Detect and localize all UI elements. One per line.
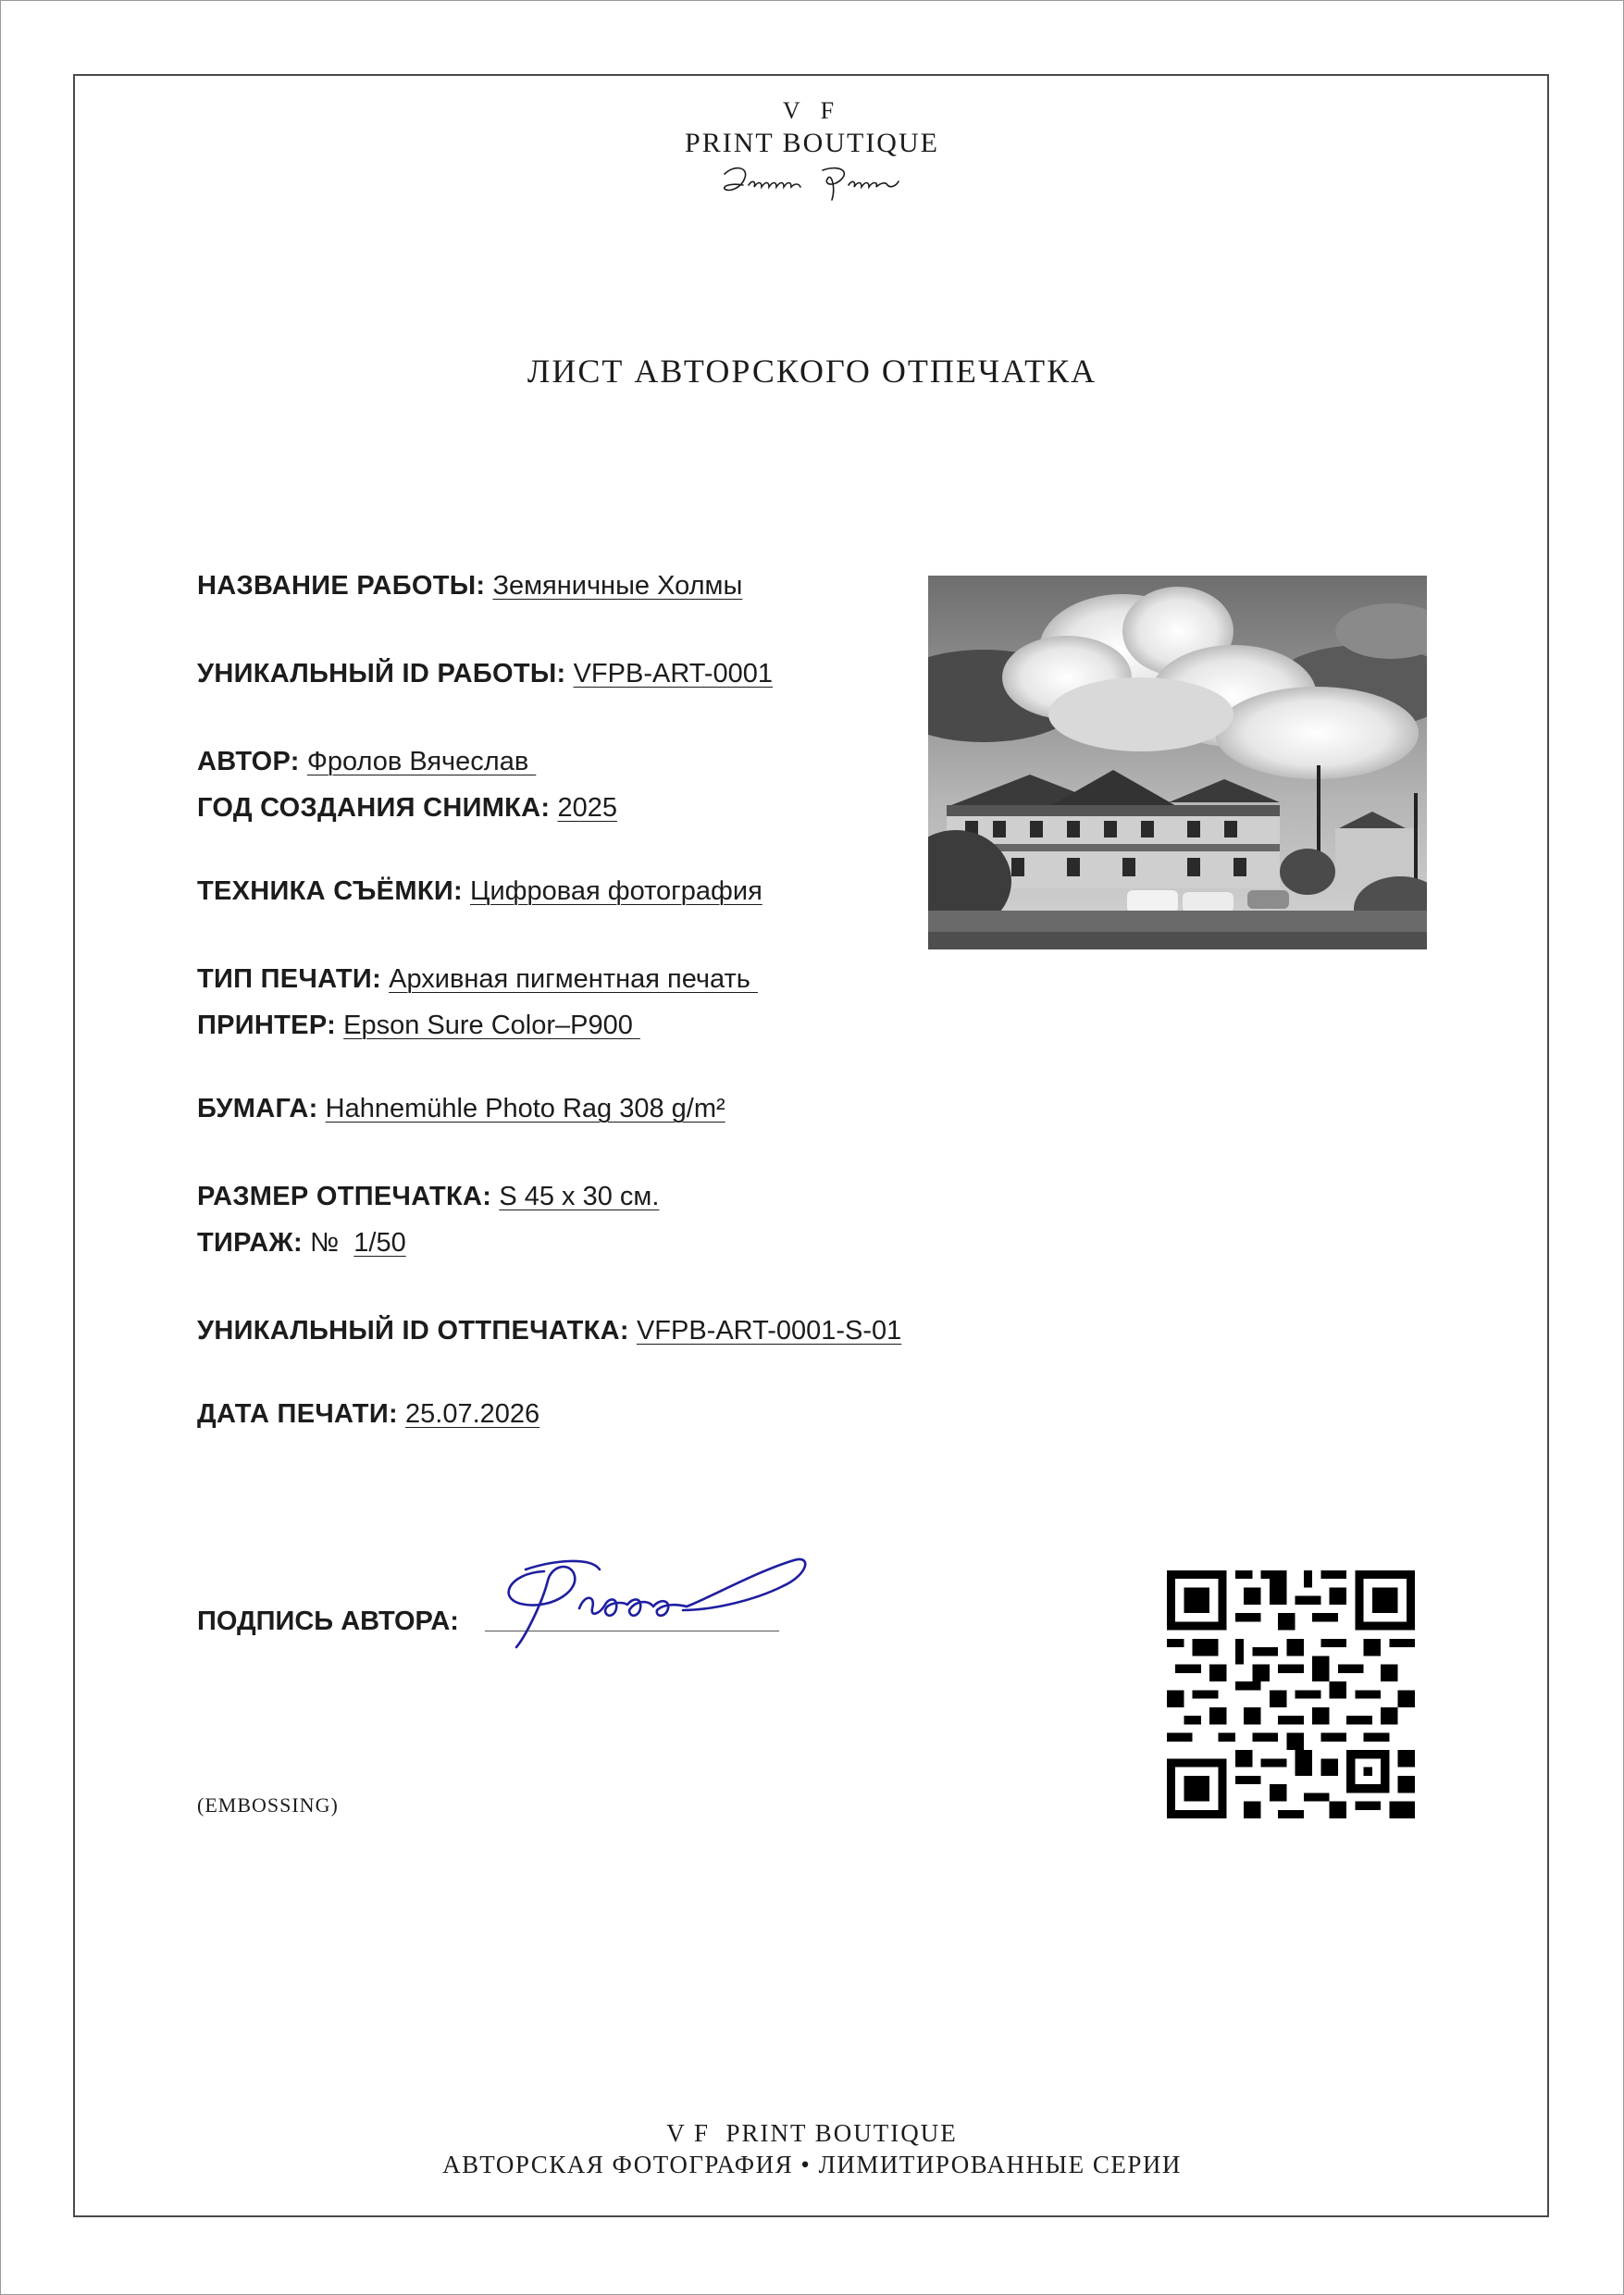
edition-number-sign: №	[310, 1228, 347, 1258]
field-print-id	[197, 1314, 901, 1347]
embossing-note: (EMBOSSING)	[197, 1793, 339, 1817]
qr-code-icon[interactable]	[1167, 1570, 1415, 1818]
author-signature-icon	[489, 1544, 822, 1655]
field-work-title	[197, 569, 742, 602]
field-paper	[197, 1092, 725, 1125]
field-edition	[197, 1226, 406, 1259]
certificate-frame	[73, 74, 1549, 2217]
field-value: Цифровая фотография	[470, 876, 762, 906]
field-label: АВТОР:	[197, 747, 300, 776]
logo-monogram: V F	[782, 97, 842, 124]
field-value: 1/50	[353, 1228, 406, 1258]
field-label: ТИП ПЕЧАТИ:	[197, 964, 382, 994]
field-label: ТЕХНИКА СЪЁМКИ:	[197, 876, 463, 906]
brand-logo	[0, 96, 1624, 205]
document-title: ЛИСТ АВТОРСКОГО ОТПЕЧАТКА	[527, 353, 1097, 390]
field-work-id	[197, 657, 773, 690]
field-technique	[197, 875, 762, 908]
logo-signature-icon	[715, 161, 910, 205]
field-label: БУМАГА:	[197, 1094, 318, 1123]
field-value: 2025	[557, 793, 617, 823]
field-label: ТИРАЖ:	[197, 1228, 303, 1258]
field-printer	[197, 1009, 640, 1042]
field-value: Земяничные Холмы	[492, 571, 743, 601]
field-label: ПРИНТЕР:	[197, 1011, 337, 1040]
field-value: Фролов Вячеслав	[306, 747, 537, 776]
field-value: S 45 x 30 см.	[499, 1182, 660, 1211]
field-year	[197, 791, 617, 825]
field-value: 25.07.2026	[405, 1399, 540, 1429]
field-value: Hahnemühle Photo Rag 308 g/m²	[325, 1094, 725, 1123]
field-value: Epson Sure Color–P900	[343, 1011, 640, 1040]
field-print-type	[197, 962, 758, 996]
field-author	[197, 745, 536, 778]
signature-label: ПОДПИСЬ АВТОРА:	[197, 1606, 459, 1636]
field-print-date	[197, 1397, 539, 1431]
field-print-size	[197, 1180, 659, 1213]
field-label: УНИКАЛЬНЫЙ ID РАБОТЫ:	[197, 659, 566, 688]
field-label: ГОД СОЗДАНИЯ СНИМКА:	[197, 793, 551, 823]
footer-tagline: АВТОРСКАЯ ФОТОГРАФИЯ • ЛИМИТИРОВАННЫЕ СЕРИИ	[442, 2151, 1182, 2178]
field-label: ДАТА ПЕЧАТИ:	[197, 1399, 398, 1429]
artwork-photo	[928, 576, 1427, 949]
field-label: НАЗВАНИЕ РАБОТЫ:	[197, 571, 486, 601]
field-value: Архивная пигментная печать	[389, 964, 758, 994]
footer-brand: V F PRINT BOUTIQUE	[666, 2119, 958, 2147]
photo-illustration-icon	[928, 576, 1427, 949]
field-label: УНИКАЛЬНЫЙ ID ОТТПЕЧАТКА:	[197, 1316, 629, 1346]
field-value: VFPB-ART-0001	[573, 659, 774, 688]
field-label: РАЗМЕР ОТПЕЧАТКА:	[197, 1182, 492, 1211]
logo-brand-name: PRINT BOUTIQUE	[685, 128, 939, 158]
field-value: VFPB-ART-0001-S-01	[636, 1316, 902, 1346]
